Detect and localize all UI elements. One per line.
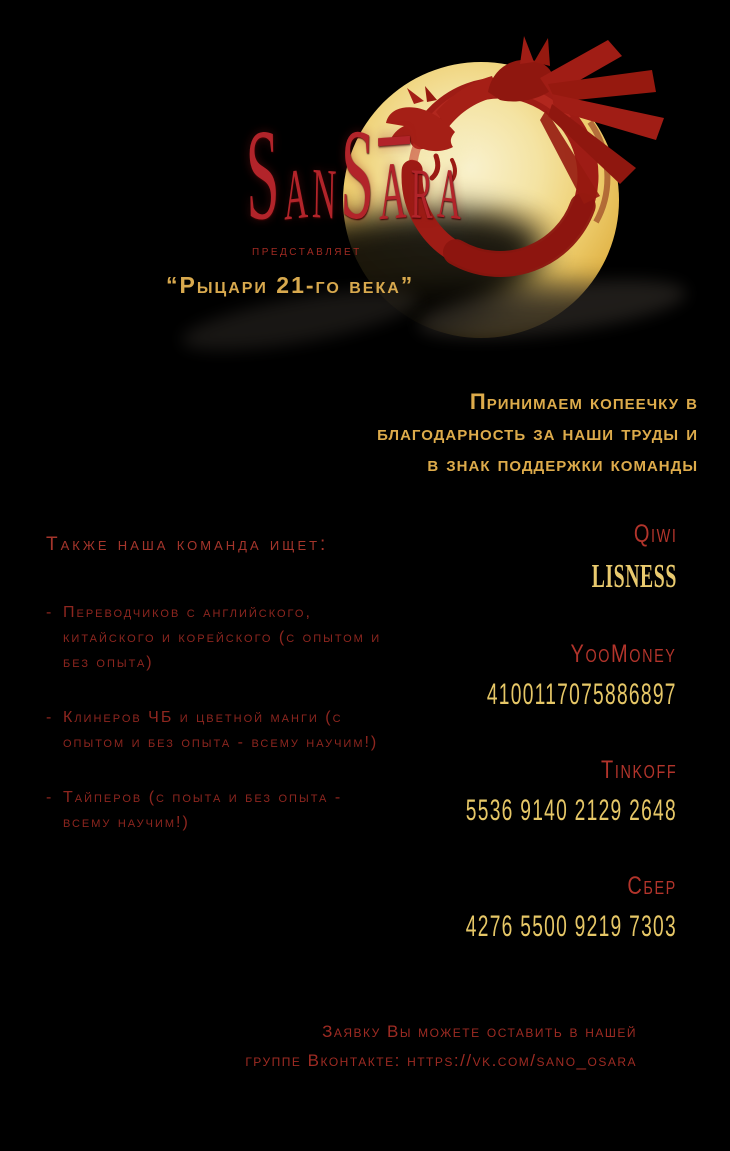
studio-tagline: представляет	[252, 242, 362, 258]
recruitment-heading: Также наша команда ищет:	[46, 534, 329, 555]
recruitment-line: без опыта)	[63, 654, 154, 671]
footer-note	[245, 1017, 637, 1075]
vk-url: https://vk.com/sano_osara	[407, 1051, 637, 1070]
donation-line: Принимаем копеечку в	[469, 389, 698, 414]
bullet-dash: -	[46, 789, 54, 806]
payment-entry-qiwi	[530, 520, 677, 596]
donation-line: благодарность за наши труды и	[377, 420, 698, 445]
donation-line: в знак поддержки команды	[427, 451, 698, 476]
recruitment-line: опытом и без опыта - всему научим!)	[63, 734, 379, 751]
hero-section	[0, 0, 730, 370]
series-title: “Рыцари 21-го века”	[166, 272, 415, 298]
recruitment-line: китайского и корейского (с опытом и	[63, 629, 382, 646]
recruitment-line: Клинеров ЧБ и цветной манги (с	[63, 709, 343, 726]
payment-label: Tinkoff	[600, 756, 677, 784]
recruitment-line: Тайперов (с поыта и без опыта -	[63, 789, 343, 806]
payment-entry-sber	[347, 872, 677, 944]
bullet-dash: -	[46, 604, 54, 621]
payment-account: LISNESS	[591, 558, 677, 595]
bullet-dash: -	[46, 709, 54, 726]
recruitment-line: всему научим!)	[63, 814, 190, 831]
payment-methods	[347, 520, 677, 988]
payment-account: 5536 9140 2129 2648	[465, 794, 677, 827]
recruitment-item-cleaners	[46, 705, 381, 755]
footer-line: Заявку Вы можете оставить в нашей	[322, 1022, 637, 1041]
payment-label: Qiwi	[633, 520, 677, 548]
recruitment-item-translators	[46, 600, 381, 675]
footer-line	[245, 1046, 637, 1075]
payment-account: 4100117075886897	[487, 678, 677, 711]
payment-label: Сбер	[627, 872, 677, 900]
payment-entry-tinkoff	[347, 756, 677, 828]
recruitment-line: Переводчиков с английского,	[63, 604, 312, 621]
recruitment-section	[46, 534, 381, 865]
studio-logo: $SANS\overline{A}RA$	[244, 101, 467, 249]
payment-entry-yoomoney	[380, 640, 677, 712]
footer-line-prefix: группе Вконтакте:	[245, 1051, 408, 1070]
donation-note	[377, 386, 698, 479]
payment-label: YooMoney	[570, 640, 677, 668]
payment-account: 4276 5500 9219 7303	[465, 910, 677, 943]
recruitment-item-typesetters	[46, 785, 381, 835]
